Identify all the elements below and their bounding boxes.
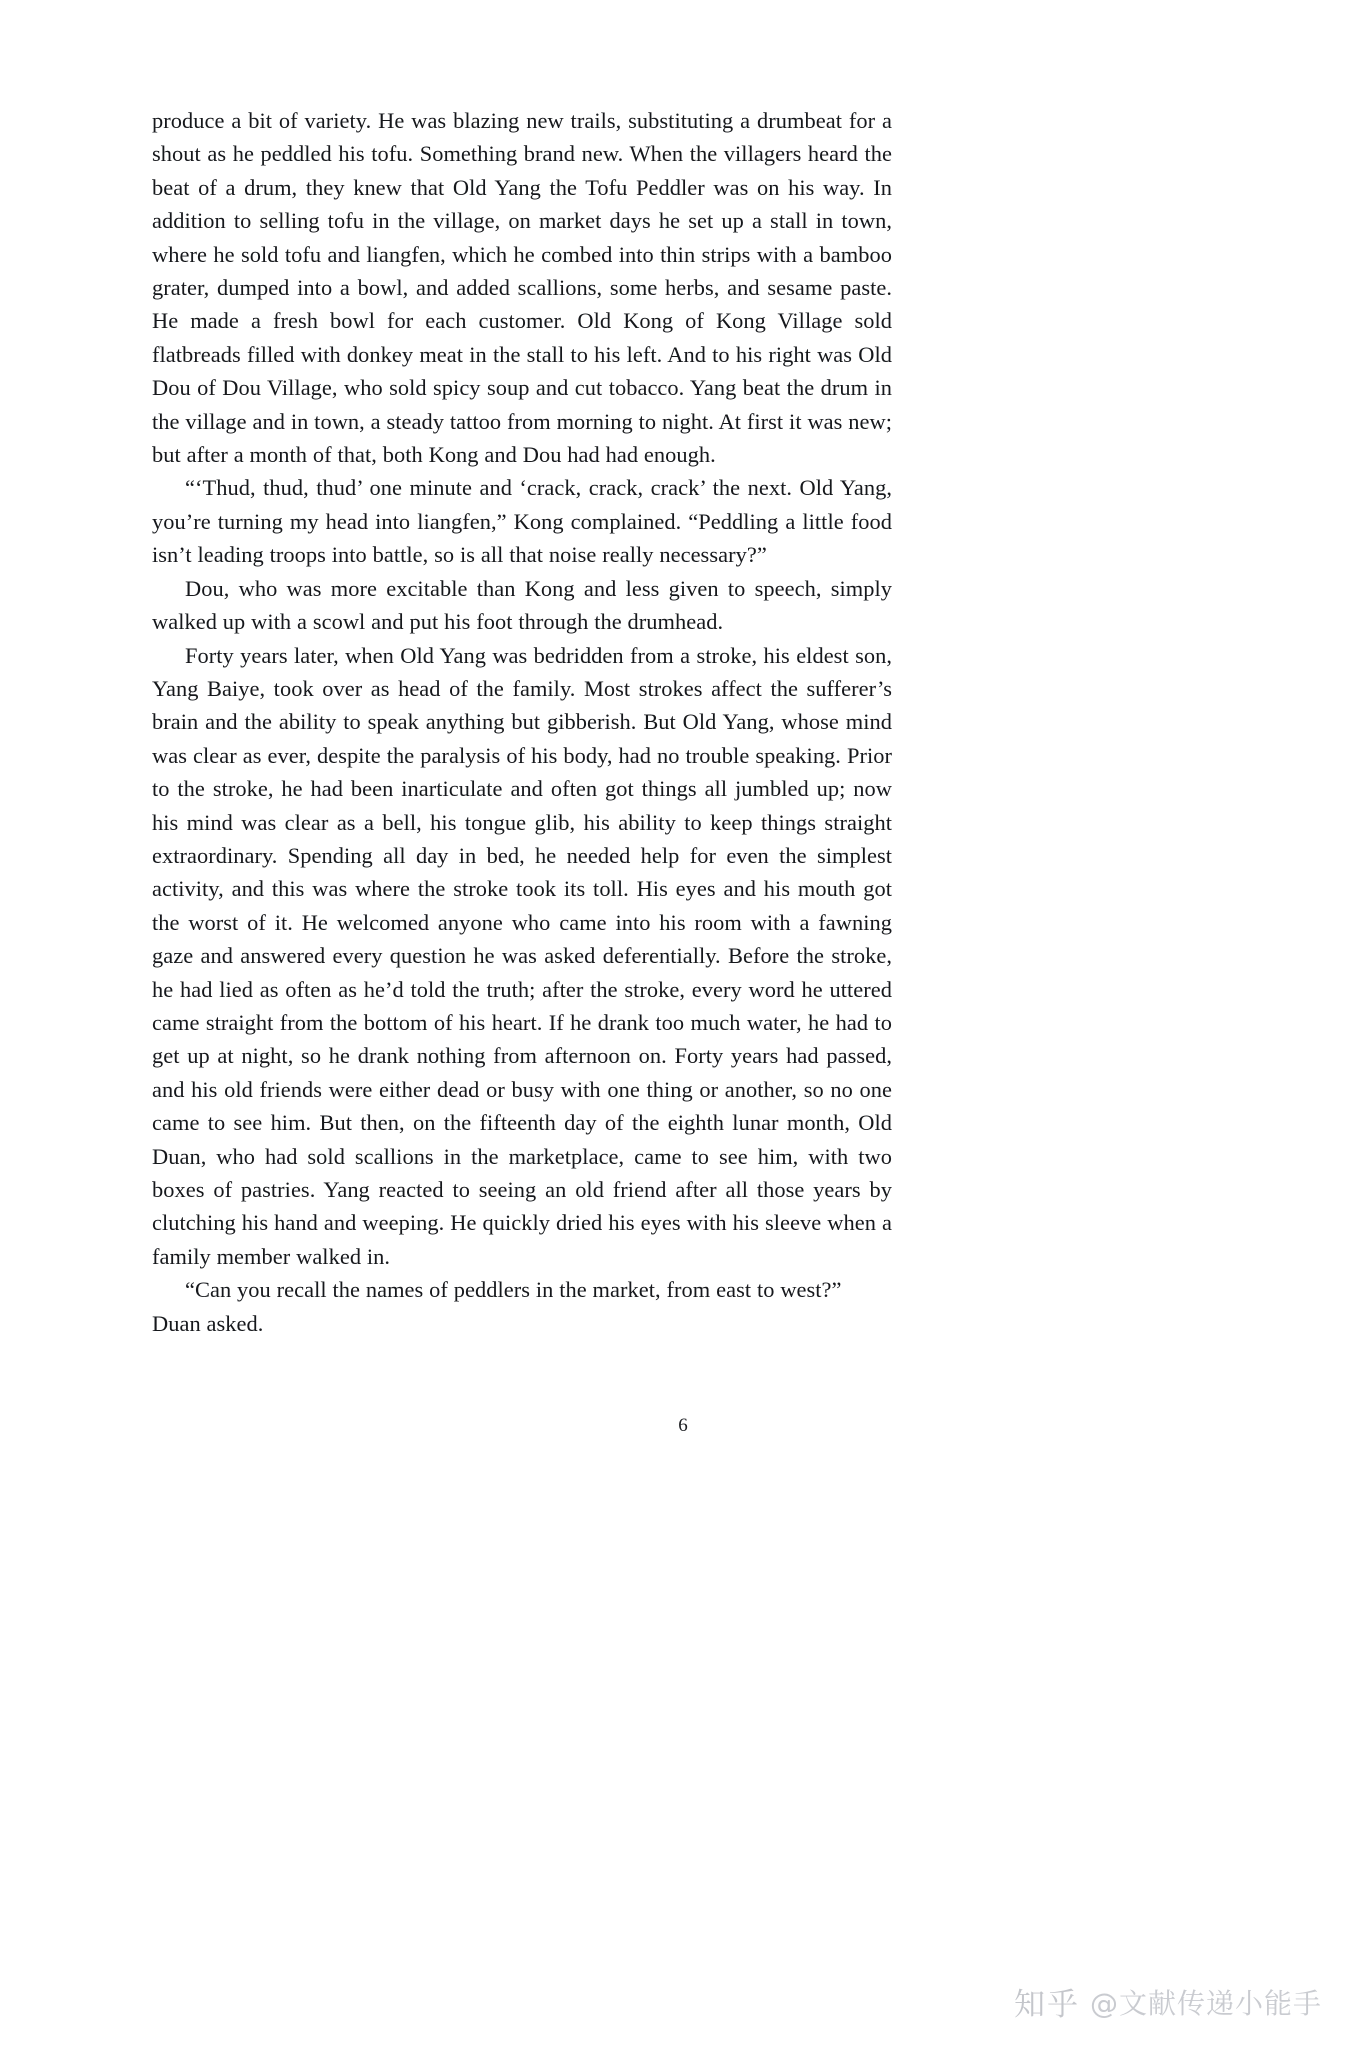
page-number: 6 bbox=[678, 1415, 688, 1436]
paragraph: produce a bit of variety. He was blazing new trails, substituting a drumbeat for a shout as he peddled his tofu. Something brand new. When the villagers heard the beat of a drum, they knew that Old Yang the Tofu Peddler was on his way. In addition to selling tofu in the village, on market days he set up a stall in town, where he sold tofu and liangfen, which he combed into thin strips with a bamboo grater, dumped into a bowl, and added scallions, some herbs, and sesame paste. He made a fresh bowl for each customer. Old Kong of Kong Village sold flatbreads filled with donkey meat in the stall to his left. And to his right was Old Dou of Dou Village, who sold spicy soup and cut tobacco. Yang beat the drum in the village and in town, a steady tattoo from morning to night. At first it was new; but after a month of that, both Kong and Dou had had enough. bbox=[152, 108, 892, 468]
paragraph: “‘Thud, thud, thud’ one minute and ‘crack, crack, crack’ the next. Old Yang, you’re turning my head into liangfen,” Kong complained. “Peddling a little food isn’t leading troops into battle, so is all that noise really necessary?” bbox=[152, 475, 892, 568]
body-text-column bbox=[152, 104, 892, 1340]
paragraph: Forty years later, when Old Yang was bedridden from a stroke, his eldest son, Yang Baiye, took over as head of the family. Most strokes affect the sufferer’s brain and the ability to speak anything but gibberish. But Old Yang, whose mind was clear as ever, despite the paralysis of his body, had no trouble speaking. Prior to the stroke, he had been inarticulate and often got things all jumbled up; now his mind was clear as a bell, his tongue glib, his ability to keep things straight extraordinary. Spending all day in bed, he needed help for even the simplest activity, and this was where the stroke took its toll. His eyes and his mouth got the worst of it. He welcomed anyone who came into his room with a fawning gaze and answered every question he was asked deferentially. Before the stroke, he had lied as often as he’d told the truth; after the stroke, every word he uttered came straight from the bottom of his heart. If he drank too much water, he had to get up at night, so he drank nothing from afternoon on. Forty years had passed, and his old friends were either dead or busy with one thing or another, so no one came to see him. But then, on the fifteenth day of the eighth lunar month, Old Duan, who had sold scallions in the marketplace, came to see him, with two boxes of pastries. Yang reacted to seeing an old friend after all those years by clutching his hand and weeping. He quickly dried his eyes with his sleeve when a family member walked in. bbox=[152, 642, 892, 1269]
paragraph: “Can you recall the names of peddlers in the market, from east to west?” Duan asked. bbox=[152, 1277, 842, 1336]
watermark-handle: @文献传递小能手 bbox=[1089, 1986, 1322, 2020]
watermark bbox=[1014, 1979, 1322, 2024]
paragraph: Dou, who was more excitable than Kong and less given to speech, simply walked up with a scowl and put his foot through the drumhead. bbox=[152, 575, 892, 635]
zhihu-logo: 知乎 bbox=[1013, 1987, 1080, 2023]
